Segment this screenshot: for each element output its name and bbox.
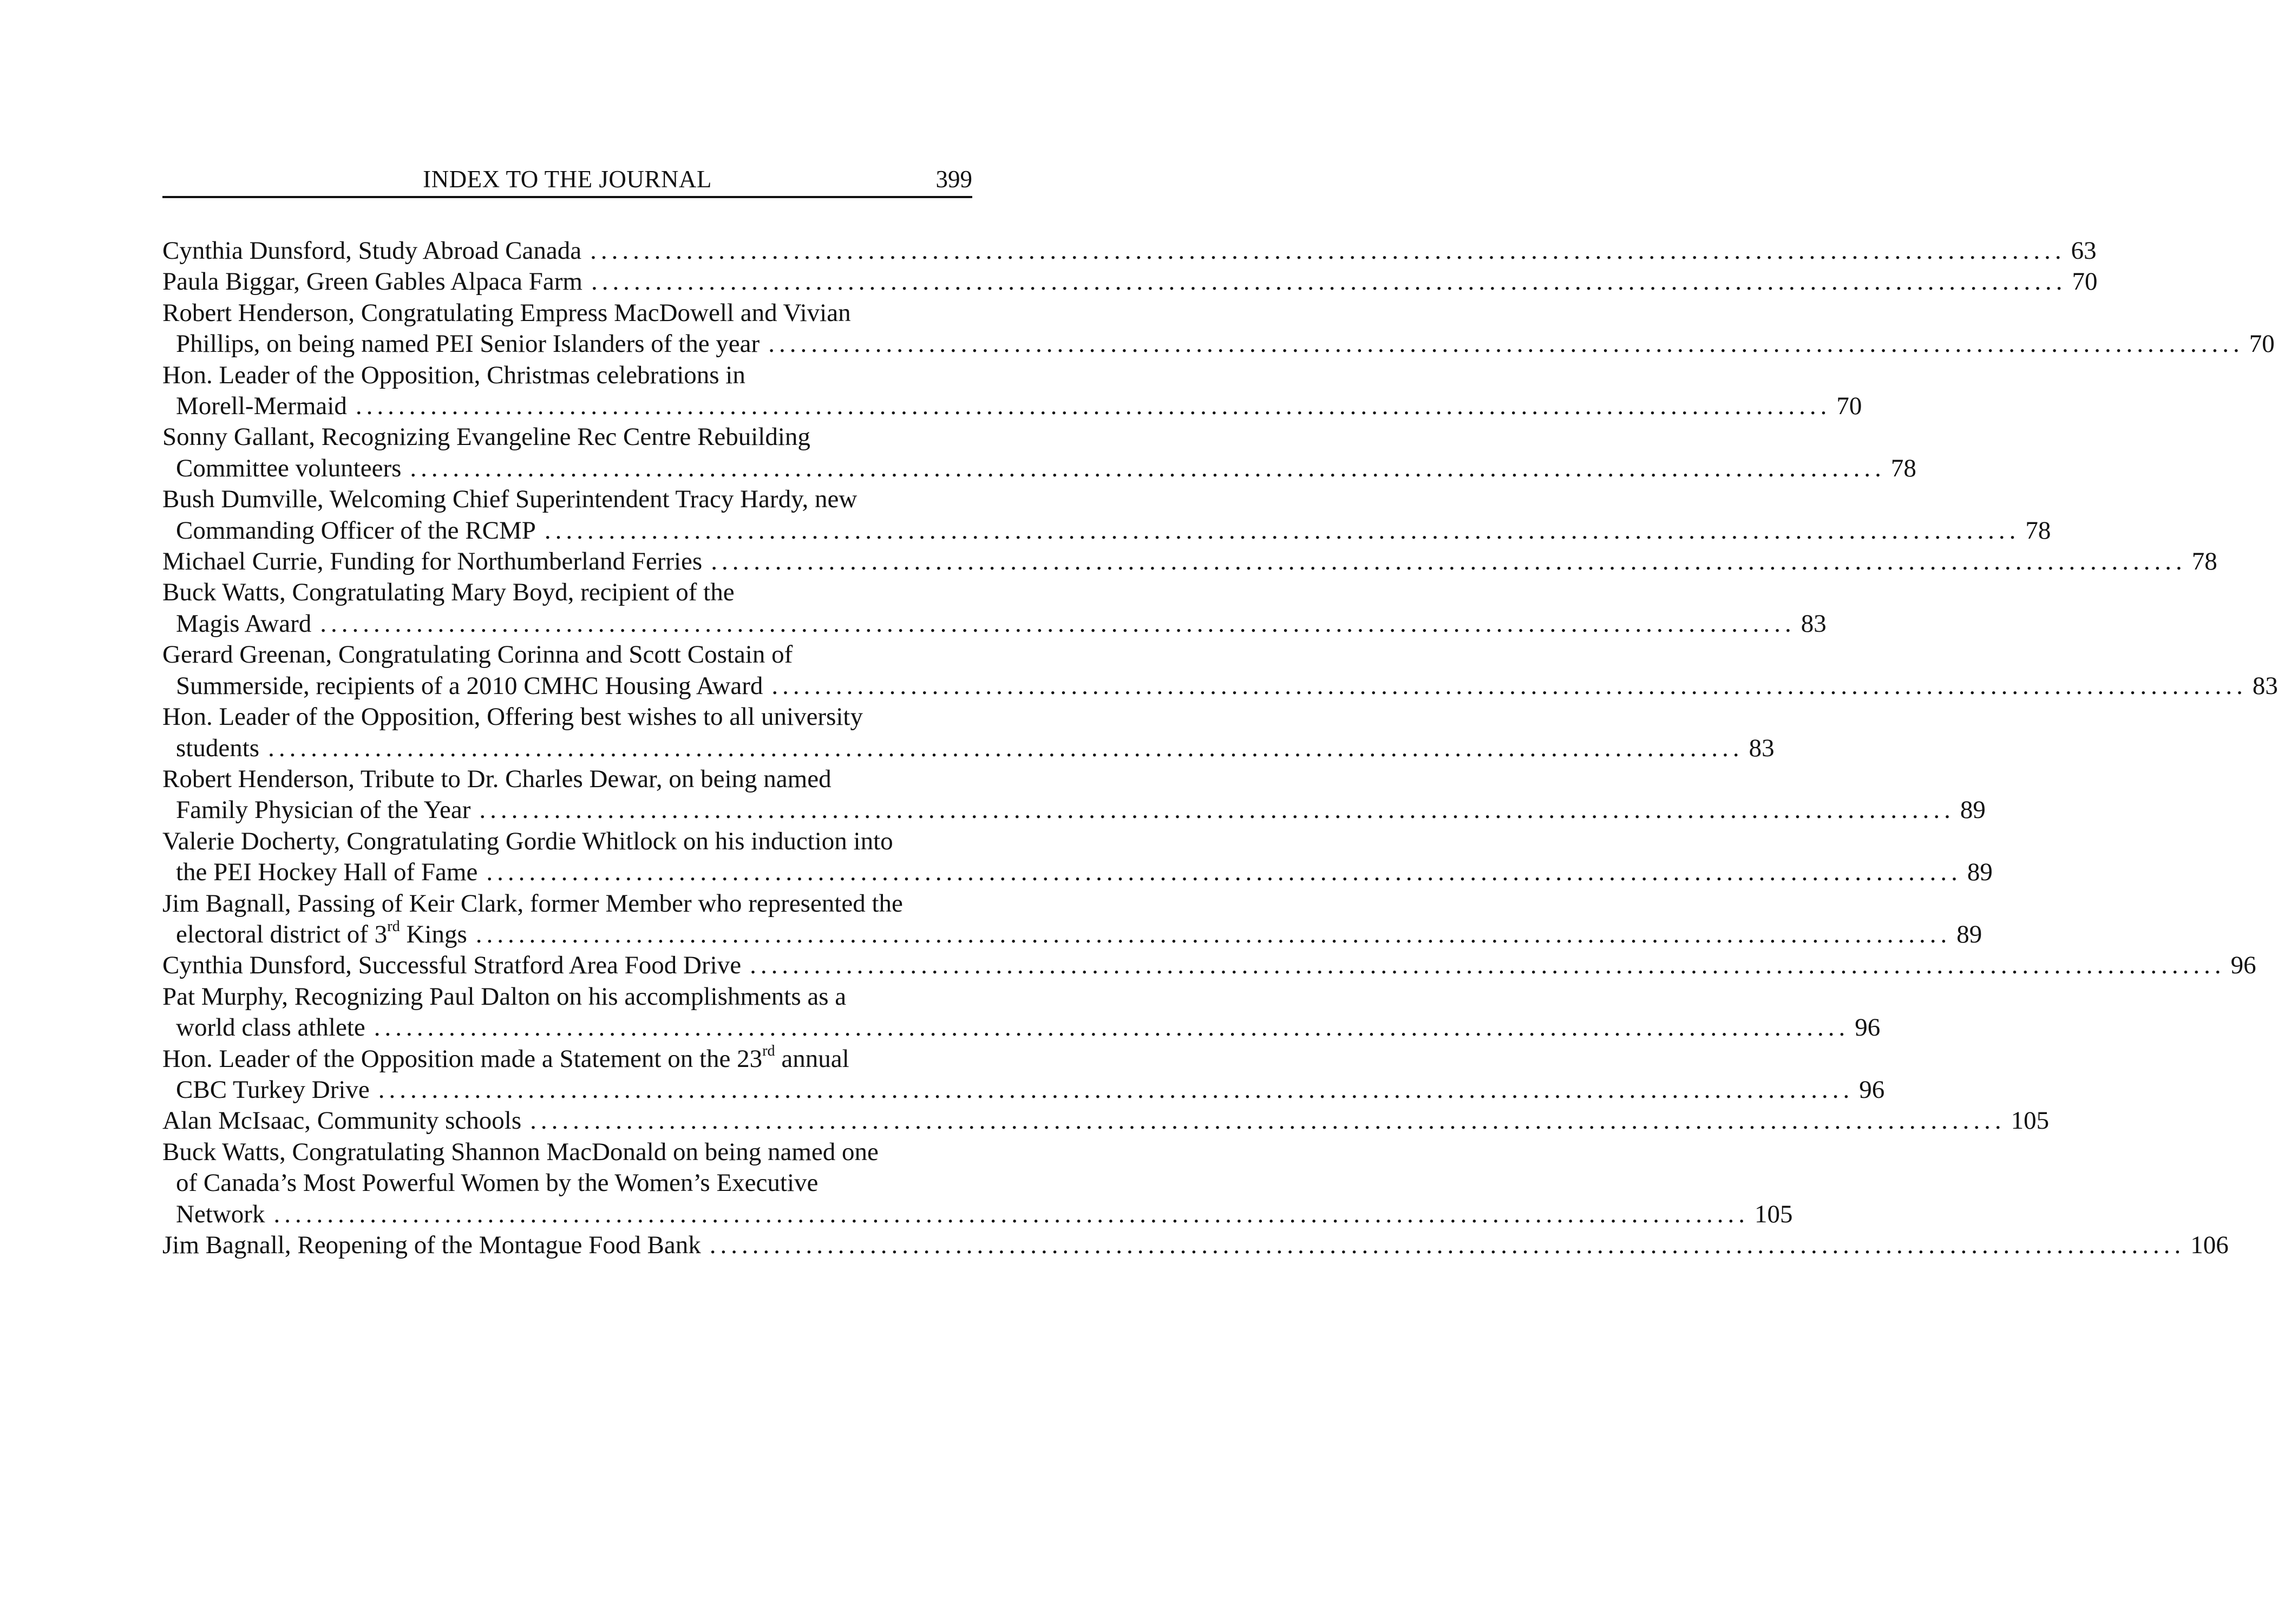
index-entry — [162, 266, 2098, 297]
dot-leader: .......................................................................................................................................... — [273, 1200, 1749, 1228]
entry-line — [162, 1199, 1793, 1230]
ordinal-suffix: rd — [387, 918, 400, 935]
index-entry — [162, 950, 2256, 981]
entry-text: Paula Biggar, Green Gables Alpaca Farm — [162, 267, 582, 296]
index-entry — [162, 484, 2051, 546]
index-entry — [162, 702, 1775, 764]
entry-text: Network — [176, 1200, 265, 1228]
entry-text: Family Physician of the Year — [176, 796, 471, 824]
entry-line — [162, 1075, 1885, 1105]
entry-line — [162, 515, 2051, 546]
entry-text: Valerie Docherty, Congratulating Gordie Whitlock on his induction into — [162, 827, 893, 855]
page-reference: 63 — [2071, 237, 2097, 265]
entry-text: Jim Bagnall, Passing of Keir Clark, former Member who represented the — [162, 889, 903, 918]
entry-line — [162, 733, 1775, 764]
index-entry — [162, 981, 1881, 1044]
index-entry — [162, 1137, 1793, 1230]
entry-text-part: annual — [775, 1044, 849, 1073]
page-reference: 96 — [1859, 1075, 1885, 1104]
page-reference: 89 — [1960, 796, 1986, 824]
dot-leader: .......................................................................................................................................... — [475, 920, 1952, 948]
entry-text: Hon. Leader of the Opposition, Offering best wishes to all university — [162, 703, 863, 731]
entry-text-part: electoral district of 3 — [176, 920, 388, 948]
index-entry — [162, 235, 2097, 266]
dot-leader: .......................................................................................................................................... — [486, 858, 1962, 887]
entry-text: Robert Henderson, Congratulating Empress MacDowell and Vivian — [162, 298, 851, 327]
entry-line — [162, 608, 1827, 639]
page-reference: 89 — [1967, 858, 1993, 887]
entry-text — [176, 919, 467, 950]
dot-leader: .......................................................................................................................................... — [378, 1075, 1854, 1104]
entry-text: Commanding Officer of the RCMP — [176, 516, 536, 545]
index-entry — [162, 1230, 2229, 1261]
page-reference: 96 — [1855, 1013, 1881, 1042]
entry-text: Cynthia Dunsford, Successful Stratford Area Food Drive — [162, 951, 742, 980]
entry-line — [162, 391, 1862, 422]
entry-text: Pat Murphy, Recognizing Paul Dalton on his accomplishments as a — [162, 982, 847, 1011]
page-reference: 105 — [2011, 1106, 2050, 1135]
dot-leader: .......................................................................................................................................... — [771, 671, 2247, 700]
index-entry — [162, 360, 1862, 422]
page-reference: 106 — [2190, 1231, 2229, 1259]
entry-line — [162, 235, 2097, 266]
entry-text: Phillips, on being named PEI Senior Islanders of the year — [176, 330, 760, 358]
index-entry — [162, 888, 1982, 951]
dot-leader: .......................................................................................................................................... — [479, 796, 1955, 824]
index-entry — [162, 422, 1916, 484]
page-reference: 105 — [1754, 1200, 1793, 1228]
page-reference: 78 — [1890, 454, 1916, 482]
entry-text: Bush Dumville, Welcoming Chief Superintendent Tracy Hardy, new — [162, 485, 857, 514]
index-entry-list — [162, 235, 2278, 1261]
page-reference: 83 — [2252, 671, 2278, 700]
entry-text: Hon. Leader of the Opposition, Christmas celebrations in — [162, 361, 745, 389]
entry-line — [162, 453, 1916, 484]
entry-text: CBC Turkey Drive — [176, 1075, 370, 1104]
entry-text: world class athlete — [176, 1013, 365, 1042]
index-entry — [162, 298, 2275, 360]
dot-leader: .......................................................................................................................................... — [768, 330, 2244, 358]
page-reference: 78 — [2025, 516, 2051, 545]
dot-leader: .......................................................................................................................................... — [750, 951, 2225, 980]
index-entry — [162, 639, 2278, 702]
entry-line — [162, 795, 1986, 826]
dot-leader: .......................................................................................................................................... — [320, 609, 1796, 638]
dot-leader: .......................................................................................................................................... — [374, 1013, 1850, 1042]
entry-line — [162, 546, 2217, 577]
entry-line — [162, 1012, 1881, 1043]
entry-text: the PEI Hockey Hall of Fame — [176, 858, 478, 887]
index-entry — [162, 826, 1993, 888]
entry-text-part: Kings — [400, 920, 467, 948]
entry-text: Gerard Greenan, Congratulating Corinna and Scott Costain of — [162, 640, 793, 669]
entry-text: Morell-Mermaid — [176, 392, 347, 421]
page-reference: 96 — [2230, 951, 2256, 980]
dot-leader: .......................................................................................................................................... — [355, 392, 1831, 421]
page-reference: 70 — [2072, 267, 2098, 296]
dot-leader: .......................................................................................................................................... — [591, 267, 2067, 296]
index-entry — [162, 764, 1986, 826]
entry-text: Sonny Gallant, Recognizing Evangeline Rec Centre Rebuilding — [162, 423, 810, 451]
dot-leader: .......................................................................................................................................... — [709, 1231, 2185, 1259]
entry-text: Summerside, recipients of a 2010 CMHC Housing Award — [176, 671, 763, 700]
entry-text — [162, 1044, 972, 1075]
entry-line — [162, 857, 1993, 888]
entry-line — [162, 671, 2278, 702]
entry-text: Jim Bagnall, Reopening of the Montague Food Bank — [162, 1231, 701, 1259]
index-entry — [162, 1042, 1885, 1106]
index-entry — [162, 1105, 2050, 1136]
dot-leader: .......................................................................................................................................... — [530, 1106, 2006, 1135]
entry-text: Robert Henderson, Tribute to Dr. Charles Dewar, on being named — [162, 764, 832, 793]
entry-text: Michael Currie, Funding for Northumberland Ferries — [162, 547, 703, 576]
entry-text: Magis Award — [176, 609, 312, 638]
page-reference: 70 — [2249, 330, 2275, 358]
entry-text: Buck Watts, Congratulating Shannon MacDonald on being named one — [162, 1137, 879, 1166]
page-number: 399 — [935, 166, 972, 193]
entry-text: students — [176, 734, 260, 762]
entry-line — [162, 1230, 2229, 1261]
entry-line — [162, 950, 2256, 981]
entry-text: of Canada’s Most Powerful Women by the Women’s Executive — [176, 1169, 819, 1197]
entry-text-part: Hon. Leader of the Opposition made a Statement on the 23 — [162, 1044, 763, 1073]
entry-text: Cynthia Dunsford, Study Abroad Canada — [162, 237, 582, 265]
index-entry — [162, 546, 2217, 577]
page-reference: 70 — [1836, 392, 1862, 421]
entry-text: Buck Watts, Congratulating Mary Boyd, recipient of the — [162, 578, 735, 607]
dot-leader: .......................................................................................................................................... — [711, 547, 2187, 576]
page-reference: 78 — [2191, 547, 2217, 576]
entry-line — [162, 329, 2275, 359]
running-title: INDEX TO THE JOURNAL — [423, 166, 712, 193]
entry-line — [162, 1105, 2050, 1136]
page-header — [162, 162, 972, 198]
dot-leader: .......................................................................................................................................... — [410, 454, 1886, 482]
ordinal-suffix: rd — [762, 1042, 775, 1059]
dot-leader: .......................................................................................................................................... — [544, 516, 2020, 545]
index-entry — [162, 577, 1827, 639]
entry-text: Committee volunteers — [176, 454, 402, 482]
page-reference: 83 — [1801, 609, 1827, 638]
entry-line — [162, 266, 2098, 297]
dot-leader: .......................................................................................................................................... — [590, 237, 2066, 265]
page-reference: 83 — [1749, 734, 1775, 762]
page-reference: 89 — [1956, 920, 1982, 948]
entry-text: Alan McIsaac, Community schools — [162, 1106, 522, 1135]
entry-line — [162, 918, 1982, 950]
dot-leader: .......................................................................................................................................... — [268, 734, 1744, 762]
